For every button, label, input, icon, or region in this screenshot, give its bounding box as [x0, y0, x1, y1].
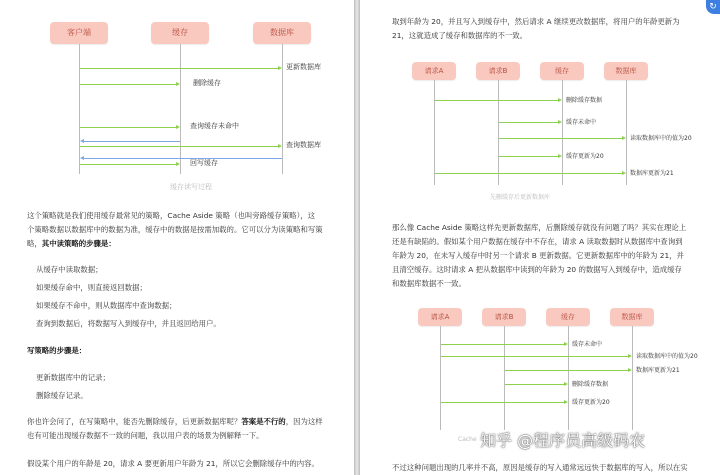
- watermark: 知乎 @程序员高级码农: [480, 431, 646, 450]
- right-para-last: 不过这种问题出现的几率并不高，原因是缓存的写入通常远远快于数据库的写入，所以在实: [392, 463, 688, 472]
- d1-label-delete-cache: 删除缓存数据: [566, 97, 603, 104]
- label-cache-miss: 查询缓存未命中: [190, 122, 239, 130]
- left-diagram-caption: 缓存读写过程: [170, 183, 212, 191]
- d2-label-delete-cache: 删除缓存数据: [572, 381, 609, 388]
- write-step-2: 删除缓存记录。: [36, 391, 88, 400]
- label-write-back: 回写缓存: [190, 159, 218, 167]
- right-para-1-line-4: 且清空缓存。这时请求 A 把从数据库中读到的年龄为 20 的数据写入到缓存中，造成缓存: [392, 265, 682, 274]
- para-1-line-3: 略，其中读策略的步骤是：: [27, 239, 116, 248]
- right-para-1-line-5: 和数据库数据不一致。: [392, 279, 466, 288]
- node-database: 数据库: [253, 22, 311, 44]
- d1-caption: 先删缓存后更新数据库: [490, 194, 551, 201]
- d1-node-request-a: 请求A: [412, 62, 456, 80]
- para-3: 假设某个用户的年龄是 20，请求 A 要更新用户年龄为 21，所以它会删除缓存中的内容。: [27, 459, 319, 468]
- node-cache: 缓存: [151, 22, 209, 44]
- label-update-db: 更新数据库: [286, 63, 321, 71]
- d1-node-database: 数据库: [604, 62, 648, 80]
- right-page: [360, 0, 720, 475]
- d2-label-read-db-20: 读取数据库中的值为20: [636, 353, 698, 360]
- label-query-db: 查询数据库: [286, 141, 321, 149]
- d2-label-cache-20: 缓存更新为20: [572, 399, 610, 406]
- right-para-1-line-3: 年龄为 20，在未写入缓存中时另一个请求 B 更新数据。它更新数据库中的年龄为 21，并: [392, 251, 684, 260]
- para-1-line-2: 个策略数据以数据库中的数据为准，缓存中的数据是按需加载的。它可以分为读策略和写策: [27, 225, 323, 234]
- d2-caption: Cache: [458, 436, 477, 443]
- d2-node-cache: 缓存: [546, 308, 590, 326]
- d2-node-request-b: 请求B: [482, 308, 526, 326]
- d1-label-cache-miss: 缓存未命中: [566, 119, 597, 126]
- d1-node-cache: 缓存: [540, 62, 584, 80]
- read-step-4: 查询到数据后，将数据写入到缓存中，并且返回给用户。: [36, 319, 221, 328]
- write-step-1: 更新数据库中的记录；: [36, 373, 110, 382]
- right-para-1-line-2: 还是有缺陷的。假如某个用户数据在缓存中不存在，请求 A 读取数据时从数据库中查询到: [392, 237, 683, 246]
- right-para-1-line-1: 那么像 Cache Aside 策略这样先更新数据库，后删除缓存就没有问题了吗？其实在理论上: [392, 223, 687, 232]
- d2-node-database: 数据库: [610, 308, 654, 326]
- label-delete-cache: 删除缓存: [193, 79, 221, 87]
- d2-label-db-21: 数据库更新为21: [636, 367, 680, 374]
- para-1-line-1: 这个策略就是我们使用缓存最常见的策略，Cache Aside 策略（也叫旁路缓存策略），这: [27, 211, 316, 220]
- read-step-1: 从缓存中读取数据；: [36, 265, 103, 274]
- d1-label-read-db-20: 读取数据库中的值为20: [630, 135, 692, 142]
- read-step-3: 如果缓存不命中，则从数据库中查询数据；: [36, 301, 177, 310]
- right-para-0-line-1: 取到年龄为 20，并且写入到缓存中，然后请求 A 继续更改数据库，将用户的年龄更新为: [392, 17, 680, 26]
- para-2-line-2: 也有可能出现缓存数据不一致的问题，我以用户表的场景为例解释一下。: [27, 431, 264, 440]
- write-heading: 写策略的步骤是：: [27, 346, 87, 355]
- corner-badge-icon: ↻: [706, 0, 720, 14]
- left-page: [0, 0, 354, 475]
- d1-label-db-21: 数据库更新为21: [630, 170, 674, 177]
- d2-node-request-a: 请求A: [418, 308, 462, 326]
- d2-label-cache-miss: 缓存未命中: [572, 341, 603, 348]
- para-2-line-1: 你也许会问了，在写策略中，能否先删除缓存，后更新数据库呢？答案是不行的，因为这样: [27, 417, 323, 426]
- right-para-0-line-2: 21，这就造成了缓存和数据库的不一致。: [392, 31, 528, 40]
- d1-node-request-b: 请求B: [476, 62, 520, 80]
- read-step-2: 如果缓存命中，则直接返回数据；: [36, 283, 147, 292]
- node-client: 客户端: [50, 22, 108, 44]
- d1-label-cache-20: 缓存更新为20: [566, 153, 604, 160]
